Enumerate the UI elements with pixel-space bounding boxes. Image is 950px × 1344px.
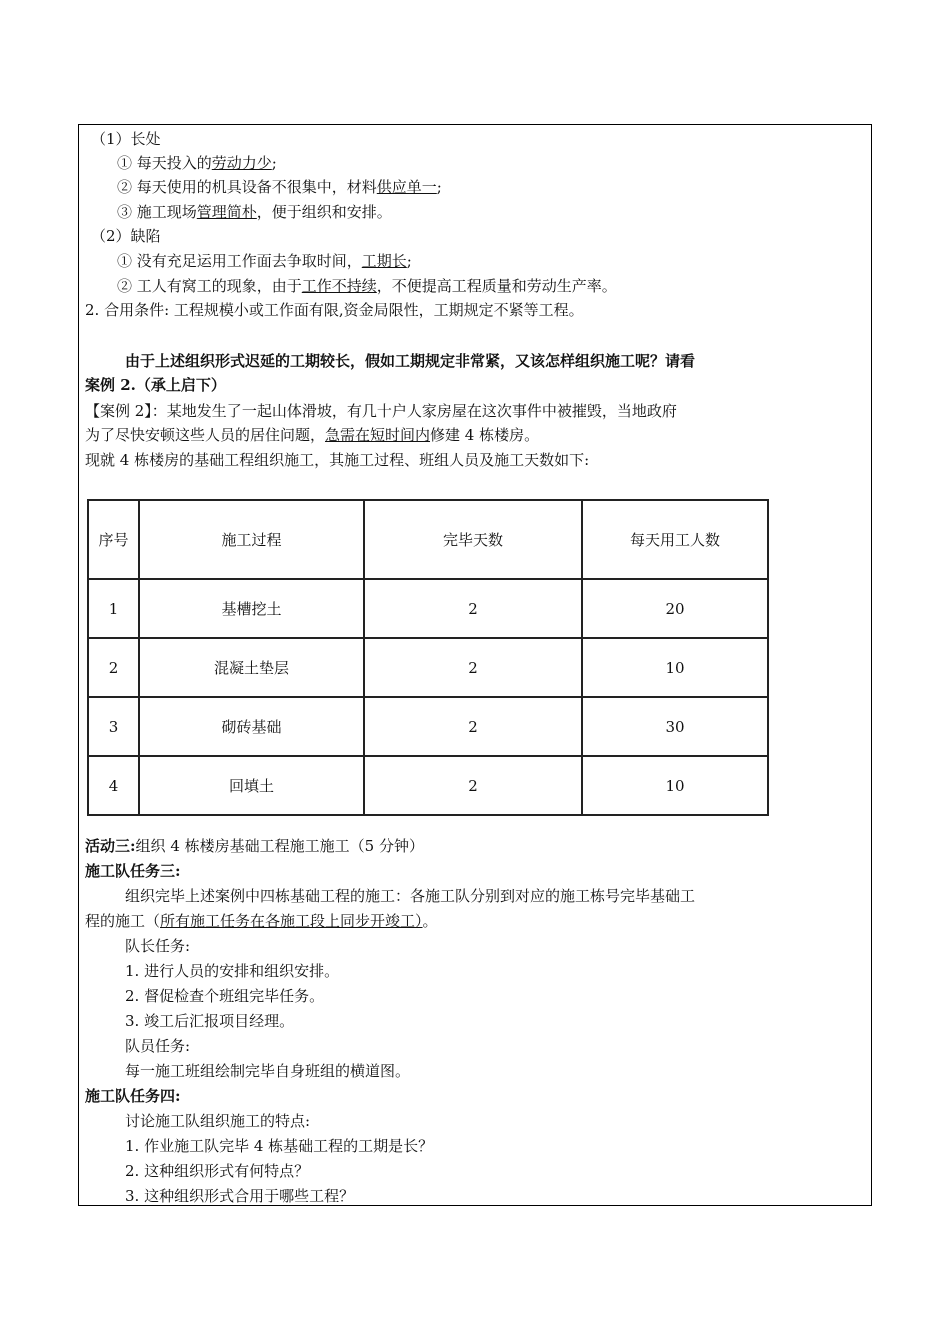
case2-line-1: 【案例 2】：某地发生了一起山体滑坡，有几十户人家房屋在这次事件中被摧毁，当地政府 [85, 402, 677, 420]
table-header-row [88, 500, 768, 579]
cell-workers: 10 [582, 756, 768, 815]
defect-item-1: ① 没有充足运用工作面去争取时间，工期长; [117, 252, 412, 270]
table-row [88, 579, 768, 638]
transition-question-line-1: 由于上述组织形式迟延的工期较长，假如工期规定非常紧，又该怎样组织施工呢？请看 [125, 352, 696, 370]
cell-days: 2 [364, 756, 582, 815]
cell-process: 砌砖基础 [139, 697, 364, 756]
table-row [88, 697, 768, 756]
advantage-item-3: ③ 施工现场管理简朴，便于组织和安排。 [117, 203, 392, 221]
transition-question-line-2: 案例 2.（承上启下） [85, 376, 226, 394]
leader-task-item: 1. 进行人员的安排和组织安排。 [125, 962, 340, 980]
cell-seq: 2 [88, 638, 139, 697]
cell-process: 混凝土垫层 [139, 638, 364, 697]
table-row [88, 638, 768, 697]
header-cell-seq: 序号 [88, 500, 139, 579]
leader-tasks-heading: 队长任务: [125, 937, 191, 955]
cell-workers: 30 [582, 697, 768, 756]
cell-process: 回填土 [139, 756, 364, 815]
case2-line-2: 为了尽快安顿这些人员的居住问题，急需在短时间内修建 4 栋楼房。 [85, 426, 540, 444]
section-defects-heading: （2）缺陷 [91, 227, 161, 245]
team-task-four-heading: 施工队任务四: [85, 1087, 181, 1105]
table-row [88, 756, 768, 815]
cell-seq: 1 [88, 579, 139, 638]
cell-days: 2 [364, 638, 582, 697]
task4-question-item: 2. 这种组织形式有何特点？ [125, 1162, 310, 1180]
task4-intro: 讨论施工队组织施工的特点: [125, 1112, 311, 1130]
cell-seq: 3 [88, 697, 139, 756]
cell-workers: 10 [582, 638, 768, 697]
task4-question-item: 1. 作业施工队完毕 4 栋基础工程的工期是长？ [125, 1137, 434, 1155]
team-task-three-heading: 施工队任务三: [85, 862, 181, 880]
task3-paragraph-line-2: 程的施工（所有施工任务在各施工段上同步开竣工）。 [85, 912, 438, 930]
section-advantages-heading: （1）长处 [91, 130, 161, 148]
construction-process-table [87, 499, 769, 816]
header-cell-days: 完毕天数 [364, 500, 582, 579]
leader-task-item: 3. 竣工后汇报项目经理。 [125, 1012, 295, 1030]
cell-seq: 4 [88, 756, 139, 815]
advantage-item-2: ② 每天使用的机具设备不很集中，材料供应单一; [117, 178, 442, 196]
member-task-item: 每一施工班组绘制完毕自身班组的横道图。 [125, 1062, 411, 1080]
case2-line-3: 现就 4 栋楼房的基础工程组织施工，其施工过程、班组人员及施工天数如下: [85, 451, 590, 469]
cell-days: 2 [364, 697, 582, 756]
task3-paragraph-line-1: 组织完毕上述案例中四栋基础工程的施工：各施工队分别到对应的施工栋号完毕基础工 [125, 887, 696, 905]
member-tasks-heading: 队员任务: [125, 1037, 191, 1055]
applicable-conditions: 2. 合用条件: 工程规模小或工作面有限,资金局限性，工期规定不紧等工程。 [85, 301, 584, 319]
header-cell-workers: 每天用工人数 [582, 500, 768, 579]
header-cell-process: 施工过程 [139, 500, 364, 579]
document-frame [78, 124, 872, 1206]
task4-question-item: 3. 这种组织形式合用于哪些工程？ [125, 1187, 355, 1205]
cell-workers: 20 [582, 579, 768, 638]
advantage-item-1: ① 每天投入的劳动力少; [117, 154, 277, 172]
cell-process: 基槽挖土 [139, 579, 364, 638]
activity-three: 活动三:组织 4 栋楼房基础工程施工施工（5 分钟） [85, 837, 424, 855]
leader-task-item: 2. 督促检查个班组完毕任务。 [125, 987, 325, 1005]
cell-days: 2 [364, 579, 582, 638]
defect-item-2: ② 工人有窝工的现象，由于工作不持续，不便提高工程质量和劳动生产率。 [117, 277, 617, 295]
